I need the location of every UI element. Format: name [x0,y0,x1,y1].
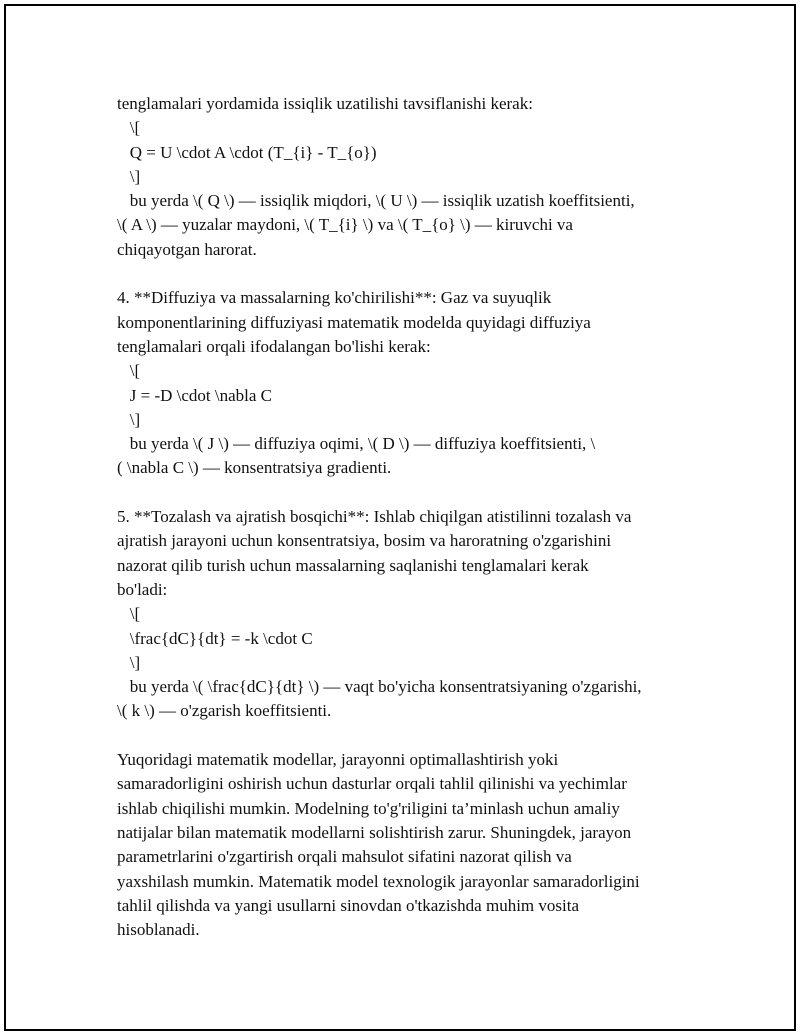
text-line: Q = U \cdot A \cdot (T_{i} - T_{o}) [117,142,377,162]
text-line: \[ [117,604,141,624]
text-line: \] [117,166,141,186]
text-line: Yuqoridagi matematik modellar, jarayonni optimallashtirish yoki [117,750,559,770]
text-line: \[ [117,118,141,138]
text-line: samaradorligini oshirish uchun dasturlar orqali tahlil qilinishi va yechimlar [117,774,627,794]
text-line: tenglamalari orqali ifodalangan bo'lishi kerak: [117,336,431,356]
paragraph-spacer [117,724,717,748]
text-line: 4. **Diffuziya va massalarning ko'chirilishi**: Gaz va suyuqlik [117,288,552,308]
text-line: natijalar bilan matematik modellarni solishtirish zarur. Shuningdek, jarayon [117,822,632,842]
text-line: 5. **Tozalash va ajratish bosqichi**: Ishlab chiqilgan atistilinni tozalash va [117,507,632,527]
document-body [117,92,717,942]
text-line: bu yerda \( \frac{dC}{dt} \) — vaqt bo'yicha konsentratsiyaning o'zgarishi, [117,677,642,697]
text-line: J = -D \cdot \nabla C [117,385,273,405]
paragraph [117,505,717,724]
text-line: \( A \) — yuzalar maydoni, \( T_{i} \) va \( T_{o} \) — kiruvchi va [117,215,573,235]
text-line: yaxshilash mumkin. Matematik model texnologik jarayonlar samaradorligini [117,871,640,891]
text-line: chiqayotgan harorat. [117,239,257,259]
paragraph-spacer [117,262,717,286]
text-line: \frac{dC}{dt} = -k \cdot C [117,628,313,648]
text-line: bo'ladi: [117,579,168,599]
text-line: ( \nabla C \) — konsentratsiya gradienti. [117,458,392,478]
text-line: ajratish jarayoni uchun konsentratsiya, bosim va haroratning o'zgarishini [117,531,612,551]
text-line: ishlab chiqilishi mumkin. Modelning to'g'riligini ta’minlash uchun amaliy [117,798,620,818]
paragraph [117,748,717,942]
paragraph [117,286,717,480]
text-line: bu yerda \( Q \) — issiqlik miqdori, \( U \) — issiqlik uzatish koeffitsienti, [117,191,635,211]
text-line: hisoblanadi. [117,920,200,940]
text-line: \] [117,409,141,429]
paragraph [117,92,717,262]
text-line: komponentlarining diffuziyasi matematik modelda quyidagi diffuziya [117,312,591,332]
text-line: parametrlarini o'zgartirish orqali mahsulot sifatini nazorat qilish va [117,847,572,867]
text-line: \[ [117,361,141,381]
paragraph-spacer [117,481,717,505]
text-line: tahlil qilishda va yangi usullarni sinovdan o'tkazishda muhim vosita [117,895,579,915]
text-line: tenglamalari yordamida issiqlik uzatilishi tavsiflanishi kerak: [117,94,533,113]
text-line: bu yerda \( J \) — diffuziya oqimi, \( D \) — diffuziya koeffitsienti, \ [117,434,596,454]
text-line: \] [117,652,141,672]
text-line: \( k \) — o'zgarish koeffitsienti. [117,701,332,721]
text-line: nazorat qilib turish uchun massalarning saqlanishi tenglamalari kerak [117,555,589,575]
